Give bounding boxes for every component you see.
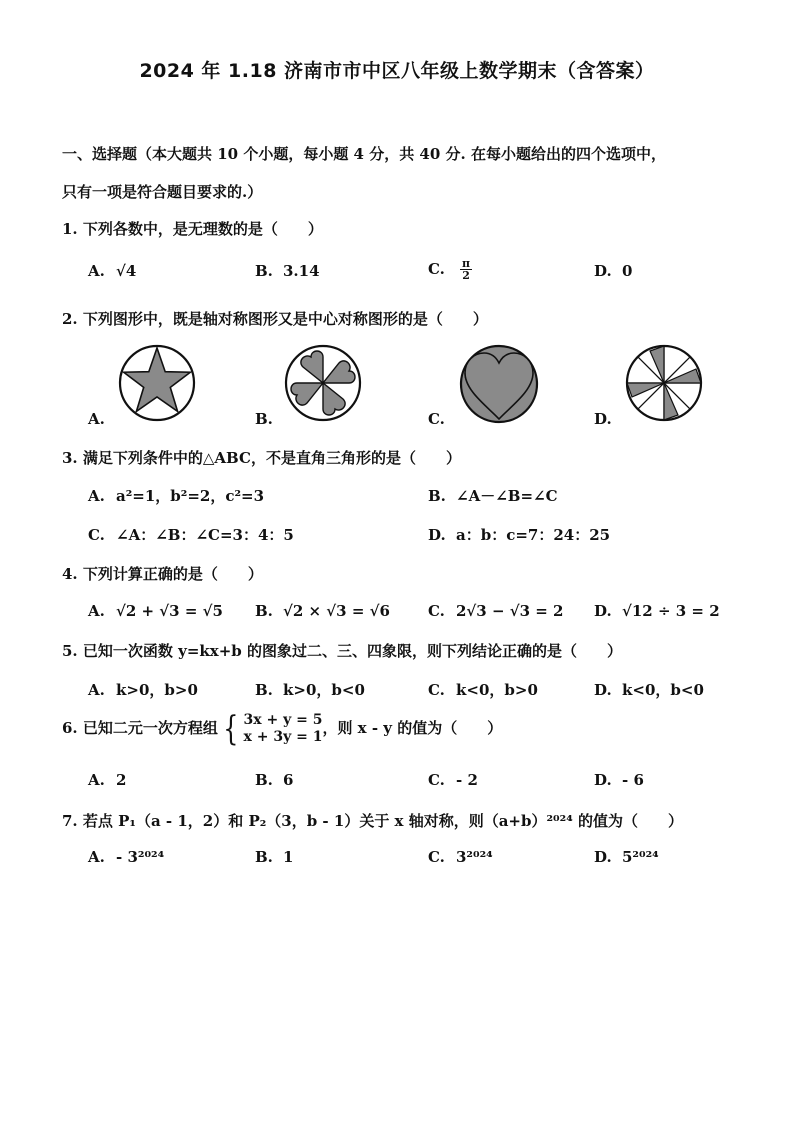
star-in-circle-figure: [117, 343, 197, 423]
option-letter: B.: [255, 602, 273, 620]
option-letter: C.: [88, 526, 105, 544]
equation-system: [244, 712, 323, 746]
q5-stem: 5. 已知一次函数 y=kx+b 的图象过二、三、四象限，则下列结论正确的是（ ）: [62, 642, 623, 660]
option-letter: D.: [594, 771, 612, 789]
q7-option-c: [428, 848, 493, 866]
option-letter: C.: [428, 848, 445, 866]
option-letter: A.: [88, 602, 105, 620]
option-letter: A.: [88, 681, 105, 699]
option-letter: C.: [428, 602, 445, 620]
option-letter: D.: [594, 848, 612, 866]
page-title: 2024 年 1.18 济南市市中区八年级上数学期末（含答案）: [139, 60, 655, 82]
option-letter: B.: [255, 848, 273, 866]
option-text: 3²⁰²⁴: [456, 848, 493, 866]
q2-label-a: A.: [88, 410, 105, 428]
option-text: 3.14: [283, 262, 320, 280]
option-text: √2 × √3 = √6: [283, 602, 390, 620]
option-letter: A.: [88, 487, 105, 505]
q5-option-d: [594, 679, 704, 700]
option-letter: B.: [428, 487, 446, 505]
q3-stem: 3. 满足下列条件中的△ABC，不是直角三角形的是（ ）: [62, 449, 461, 467]
q1-option-b: [255, 262, 320, 280]
option-text: 5²⁰²⁴: [622, 848, 659, 866]
q2-label-b: B.: [255, 410, 273, 428]
option-text: √4: [116, 262, 137, 280]
q6-option-c: [428, 771, 478, 789]
q3-option-b: [428, 485, 558, 506]
option-letter: A.: [88, 262, 105, 280]
option-text: a²=1，b²=2，c²=3: [116, 487, 265, 505]
q2-label-c: C.: [428, 410, 445, 428]
pinwheel-in-circle-figure: [624, 343, 704, 423]
q6-option-a: [88, 771, 126, 789]
fraction: [460, 258, 472, 281]
q6-stem: [62, 709, 503, 749]
q7-option-a: [88, 848, 164, 866]
option-letter: D.: [594, 602, 612, 620]
q1-stem: 1. 下列各数中，是无理数的是（ ）: [62, 220, 323, 238]
fraction-denominator: 2: [462, 269, 470, 282]
q3-option-c: [88, 524, 294, 545]
option-text: 2√3 − √3 = 2: [456, 602, 564, 620]
option-text: √2 + √3 = √5: [116, 602, 223, 620]
q5-option-a: [88, 679, 198, 700]
option-text: ∠A－∠B=∠C: [456, 487, 558, 505]
q5-option-c: [428, 679, 538, 700]
q2-label-d: D.: [594, 410, 612, 428]
q4-option-a: [88, 602, 223, 620]
q5-option-b: [255, 679, 365, 700]
option-letter: D.: [428, 526, 446, 544]
q2-stem: 2. 下列图形中，既是轴对称图形又是中心对称图形的是（ ）: [62, 310, 488, 328]
option-text: 0: [622, 262, 633, 280]
option-letter: B.: [255, 681, 273, 699]
q1-option-a: [88, 262, 136, 280]
option-letter: C.: [428, 259, 445, 278]
q7-option-b: [255, 848, 293, 866]
option-text: √12 ÷ 3 = 2: [622, 602, 720, 620]
q4-option-b: [255, 602, 390, 620]
heart-in-circle-figure: [458, 343, 540, 425]
q6-option-b: [255, 771, 293, 789]
q3-option-a: [88, 485, 264, 506]
q4-option-d: [594, 602, 720, 620]
option-text: 2: [116, 771, 127, 789]
option-letter: D.: [594, 681, 612, 699]
option-text: k>0，b>0: [116, 681, 198, 699]
four-hearts-figure: [283, 343, 363, 423]
section-heading-line2: 只有一项是符合题目要求的.）: [62, 183, 263, 201]
option-text: a：b：c=7：24：25: [456, 526, 611, 544]
option-letter: A.: [88, 848, 105, 866]
q3-option-d: [428, 524, 610, 545]
option-letter: B.: [255, 771, 273, 789]
q4-stem: 4. 下列计算正确的是（ ）: [62, 565, 263, 583]
option-letter: D.: [594, 262, 612, 280]
option-text: - 3²⁰²⁴: [116, 848, 165, 866]
option-letter: C.: [428, 681, 445, 699]
option-text: 1: [283, 848, 294, 866]
q4-option-c: [428, 602, 564, 620]
section-heading-line1: 一、选择题（本大题共 10 个小题，每小题 4 分，共 40 分. 在每小题给出的四个选项中，: [62, 145, 666, 163]
option-text: k>0，b<0: [283, 681, 365, 699]
option-letter: B.: [255, 262, 273, 280]
q1-option-d: [594, 262, 632, 280]
q6-stem-pre: 6. 已知二元一次方程组: [62, 719, 218, 737]
q7-option-d: [594, 848, 659, 866]
q6-option-d: [594, 771, 644, 789]
option-letter: A.: [88, 771, 105, 789]
option-text: k<0，b>0: [456, 681, 538, 699]
option-text: - 2: [456, 771, 478, 789]
option-text: k<0，b<0: [622, 681, 704, 699]
q7-stem: 7. 若点 P₁（a - 1，2）和 P₂（3，b - 1）关于 x 轴对称，则（a+b）²⁰²⁴ 的值为（ ）: [62, 812, 683, 830]
equation-2: x + 3y = 1: [243, 729, 323, 745]
left-brace-icon: {: [223, 709, 239, 749]
option-text: 6: [283, 771, 294, 789]
option-letter: C.: [428, 771, 445, 789]
option-text: ∠A：∠B：∠C=3：4：5: [116, 526, 294, 544]
q6-stem-post: ，则 x - y 的值为（ ）: [322, 719, 503, 737]
q1-option-c: [428, 258, 472, 281]
fraction-numerator: π: [462, 257, 471, 270]
option-text: - 6: [622, 771, 644, 789]
equation-1: 3x + y = 5: [243, 712, 323, 728]
